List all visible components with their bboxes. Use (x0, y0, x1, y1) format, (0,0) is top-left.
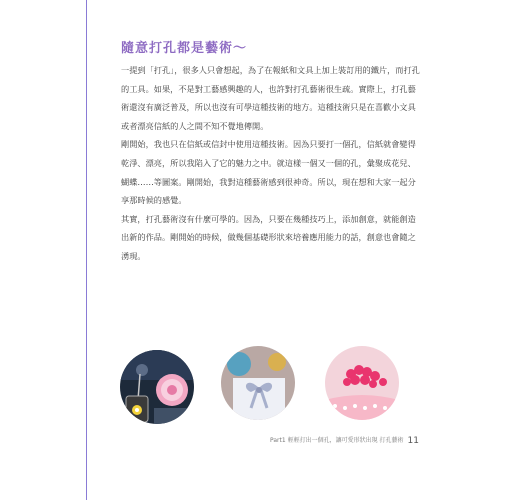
body-text (121, 61, 421, 266)
paragraph-3: 其實，打孔藝術沒有什麼可學的。因為，只要在幾種技巧上，添加創意，就能創造出新的作品。剛開始的時候，做幾個基礎形狀來培養應用能力的話，創意也會隨之湧現。 (121, 213, 416, 261)
pink-flowers-image (325, 346, 399, 420)
photo-keychain (120, 350, 194, 424)
footer-chapter-label: Part1 輕輕打出一個孔，讓可愛形狀出現 打孔藝術 (270, 437, 404, 444)
photo-row (0, 346, 520, 432)
paragraph-2: 剛開始，我也只在信紙或信封中使用這種技術。因為只要打一個孔，信紙就會變得乾淨、漂亮，所以我陷入了它的魅力之中。就這樣一個又一個的孔，彙聚成花兒、蝴蝶……等圖案。剛開始，我對這種藝術感到很神奇。所以，現在想和大家一起分享那時候的感覺。 (121, 139, 416, 206)
photo-gift-bow (221, 346, 295, 420)
gift-bow-image (221, 346, 295, 420)
paragraph-1: 一提到「打孔」，很多人只會想起，為了在報紙和文具上加上裝訂用的鐵片，而打孔的工具。如果，不是對工藝感興趣的人，也許對打孔藝術很生疏。實際上，打孔藝術還沒有廣泛普及，所以也沒有可學這種技術的地方。這種技術只是在喜歡小文具或者漂亮信紙的人之間不知不覺地傳開。 (121, 65, 420, 131)
page-footer (270, 435, 419, 446)
keychain-image (120, 350, 194, 424)
photo-pink-flowers (325, 346, 399, 420)
page-number: 11 (407, 436, 419, 446)
section-heading: 隨意打孔都是藝術～ (121, 41, 248, 56)
